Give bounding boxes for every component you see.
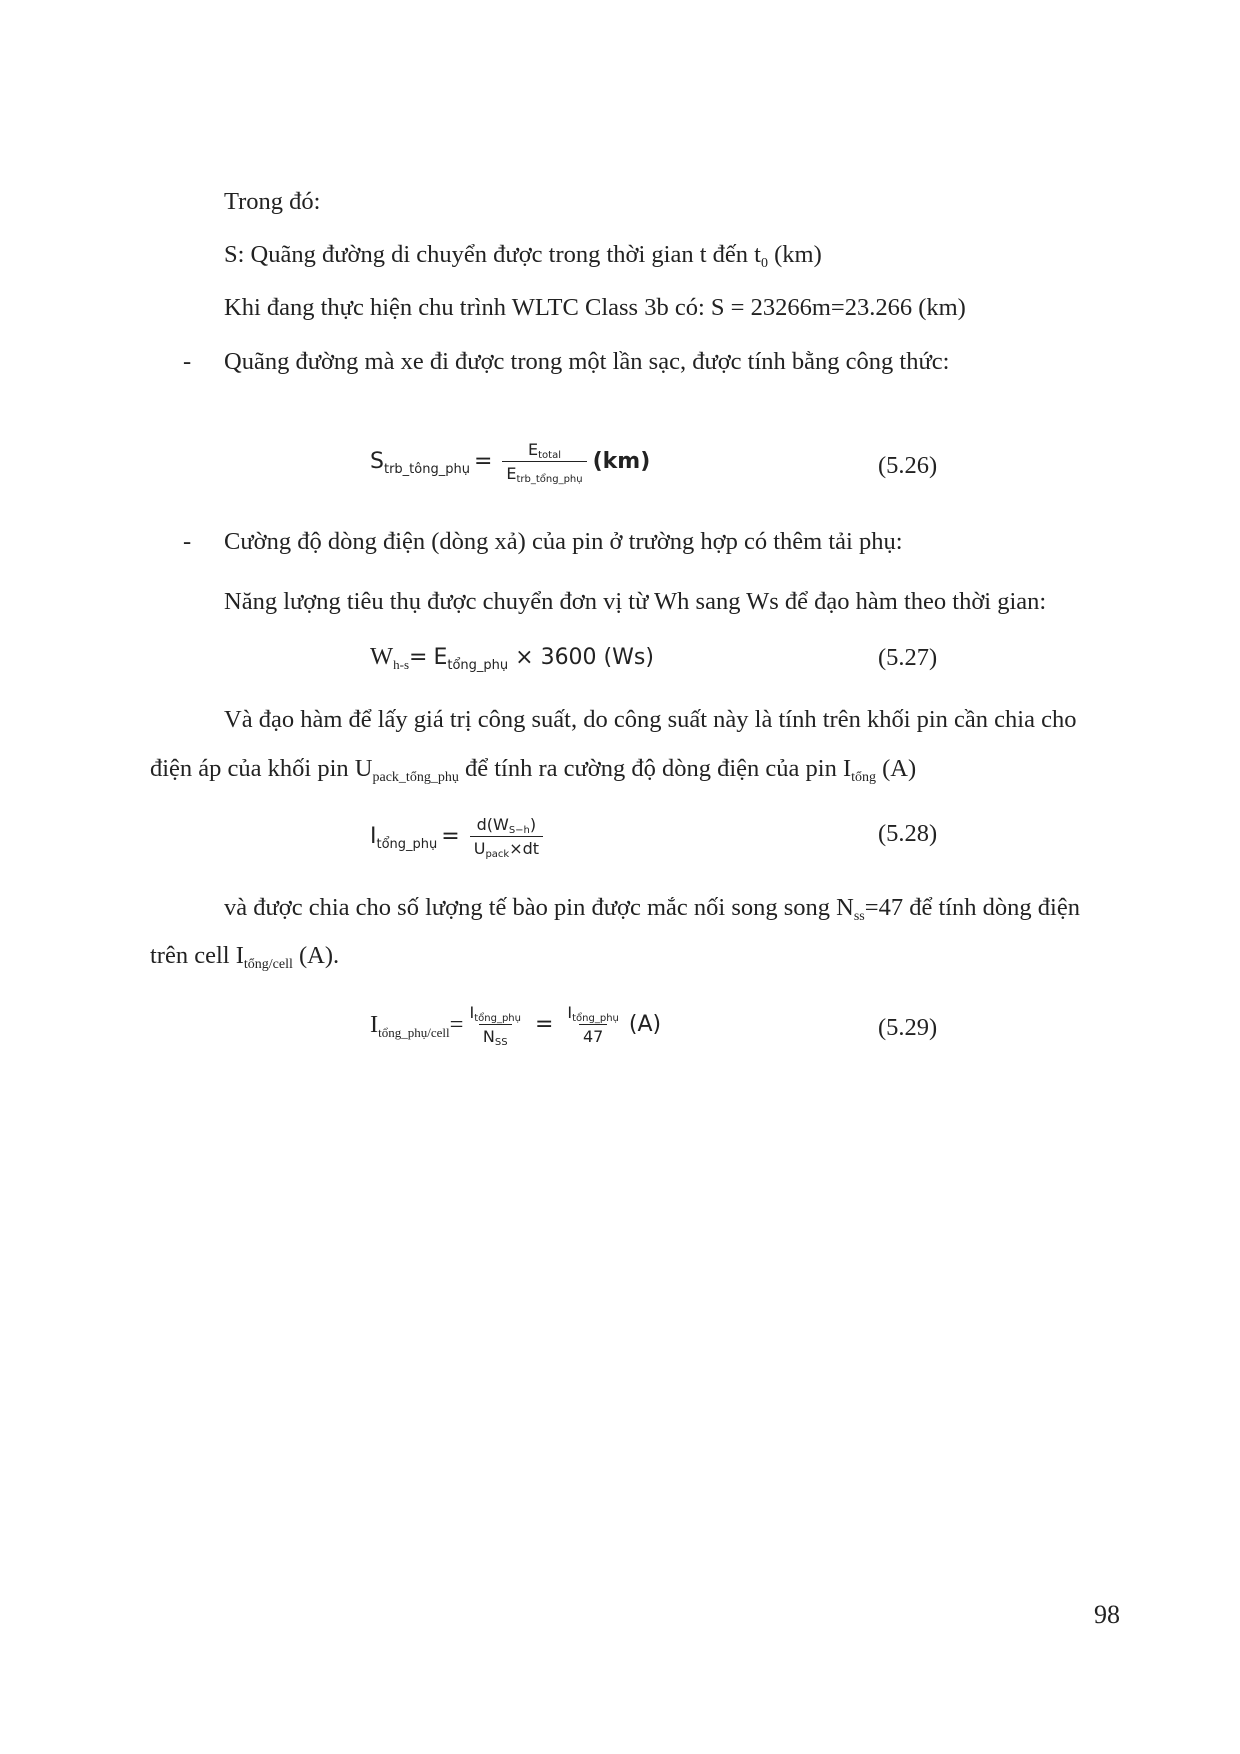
- eq-denominator: 47: [579, 1024, 607, 1046]
- eq-symbol: I: [567, 1003, 573, 1022]
- bullet-text-range: Quãng đường mà xe đi được trong một lần sạc, được tính bằng công thức:: [224, 348, 950, 375]
- paragraph-energy-conversion: Năng lượng tiêu thụ được chuyển đơn vị từ Wh sang Ws để đạo hàm theo thời gian:: [224, 588, 1047, 615]
- eq-symbol: I: [370, 1010, 379, 1038]
- eq-numerator: [524, 440, 565, 461]
- eq-fraction-1: [466, 1003, 525, 1046]
- subscript: tổng: [851, 770, 876, 785]
- eq-fraction-2: [563, 1003, 622, 1046]
- text-run: trên cell I: [150, 942, 244, 969]
- subscript: tổng/cell: [243, 957, 293, 972]
- eq-fraction: [470, 815, 543, 858]
- eq-symbol: I: [370, 824, 377, 849]
- eq-numerator: [466, 1003, 525, 1024]
- eq-unit: (km): [592, 449, 651, 474]
- eq-symbol: W: [370, 643, 394, 670]
- eq-subscript: SS: [494, 1037, 508, 1048]
- eq-lhs: [370, 824, 438, 852]
- subscript: pack_tổng_phụ: [372, 770, 459, 785]
- eq-denominator: [470, 836, 543, 858]
- eq-subscript: pack: [485, 849, 510, 860]
- text-run: và được chia cho số lượng tế bào pin được mắc nối song song N: [224, 894, 854, 921]
- eq-subscript: tổng_phụ: [376, 837, 438, 852]
- equation-number-5-26: (5.26): [878, 452, 938, 479]
- eq-symbol: I: [469, 1003, 475, 1022]
- eq-symbol: d(W: [476, 815, 509, 834]
- eq-symbol: E: [433, 644, 448, 670]
- equation-5-29: [370, 1003, 661, 1046]
- eq-equals: =: [449, 1010, 464, 1038]
- page-number: 98: [1094, 1600, 1120, 1629]
- eq-denominator: [479, 1024, 512, 1046]
- eq-tail: × 3600 (Ws): [515, 644, 654, 670]
- eq-symbol: U: [473, 839, 486, 858]
- subscript: 0: [760, 256, 768, 271]
- text-run: điện áp của khối pin U: [150, 755, 373, 782]
- text-run: (km): [767, 241, 822, 268]
- text-run: để tính ra cường độ dòng điện của pin I: [458, 755, 852, 782]
- eq-fraction: [502, 440, 586, 483]
- eq-rhs: [433, 644, 654, 673]
- eq-subscript: S−h: [508, 825, 530, 836]
- eq-lhs: [370, 643, 409, 671]
- eq-symbol: E: [506, 464, 517, 483]
- equation-5-27: [370, 643, 654, 671]
- eq-denominator: [502, 461, 586, 483]
- paragraph-wltc: Khi đang thực hiện chu trình WLTC Class 3b có: S = 23266m=23.266 (km): [224, 294, 966, 321]
- subscript: ss: [853, 909, 865, 924]
- paragraph-derivative-line2: [150, 755, 917, 785]
- eq-tail: ): [529, 815, 537, 834]
- eq-subscript: tổng_phụ: [572, 1013, 619, 1024]
- eq-numerator: [473, 815, 541, 836]
- text-run: S: Quãng đường di chuyển được trong thời gian t đến t: [224, 241, 761, 268]
- paragraph-parallel-line1: [224, 894, 1080, 924]
- paragraph-trong-do: Trong đó:: [224, 188, 321, 215]
- eq-lhs: [370, 1011, 464, 1039]
- equation-number-5-28: (5.28): [878, 820, 938, 847]
- eq-symbol: S: [370, 449, 384, 474]
- eq-equals: =: [473, 449, 493, 474]
- bullet-text-current: Cường độ dòng điện (dòng xả) của pin ở trường hợp có thêm tải phụ:: [224, 528, 903, 555]
- eq-numerator: [563, 1003, 622, 1024]
- eq-equals: =: [534, 1012, 554, 1037]
- eq-subscript: total: [538, 450, 561, 461]
- eq-symbol: E: [528, 440, 539, 459]
- paragraph-derivative-line1: Và đạo hàm để lấy giá trị công suất, do công suất này là tính trên khối pin cần chia cho: [224, 706, 1077, 733]
- text-run: (A): [876, 755, 917, 782]
- equation-5-26: [370, 440, 650, 483]
- paragraph-parallel-line2: [150, 942, 340, 972]
- eq-equals: =: [409, 644, 428, 670]
- eq-equals: =: [441, 824, 460, 849]
- eq-symbol: N: [482, 1027, 495, 1046]
- eq-tail: ×dt: [509, 839, 540, 858]
- equation-number-5-29: (5.29): [878, 1014, 938, 1041]
- eq-subscript: h-s: [393, 657, 410, 672]
- paragraph-distance-definition: [224, 241, 822, 271]
- text-run: (A).: [292, 942, 340, 969]
- equation-number-5-27: (5.27): [878, 644, 938, 671]
- equation-5-28: [370, 815, 549, 858]
- eq-unit: (A): [628, 1012, 662, 1037]
- text-run: =47 để tính dòng điện: [864, 894, 1080, 921]
- eq-subscript: tổng_phụ: [447, 657, 509, 673]
- eq-lhs: [370, 449, 470, 477]
- eq-subscript: trb_tông_phụ: [383, 462, 470, 477]
- eq-subscript: tổng_phụ: [474, 1013, 521, 1024]
- eq-subscript: tổng_phụ/cell: [378, 1024, 450, 1040]
- eq-subscript: trb_tổng_phụ: [516, 474, 583, 485]
- bullet-dash: -: [183, 348, 192, 375]
- bullet-dash: -: [183, 528, 192, 555]
